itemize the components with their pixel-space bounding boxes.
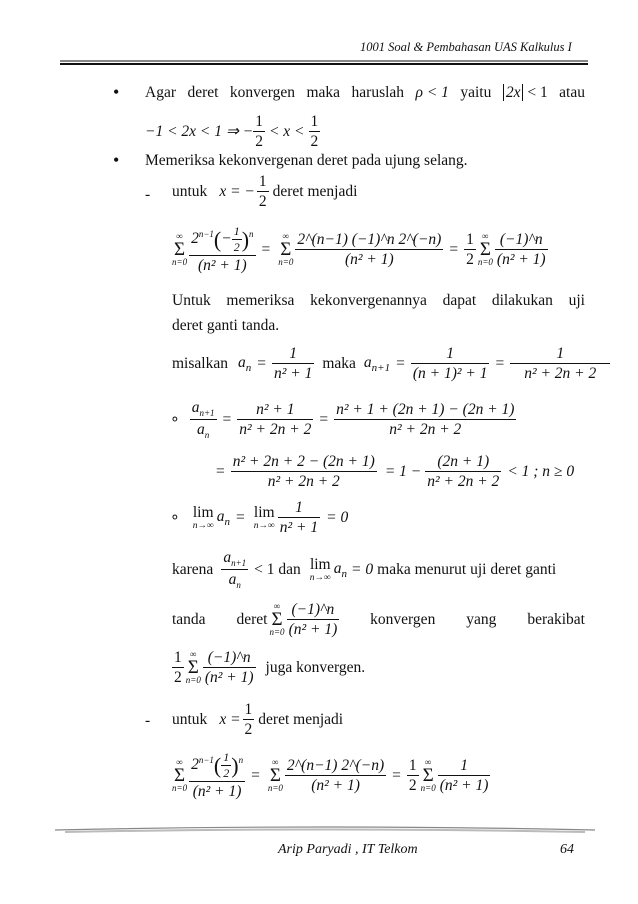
sigma-icon: ∞ Σ n=0 <box>420 757 436 794</box>
abs-inequality: 2x < 1 <box>503 84 548 102</box>
case1-heading: untuk x = − $\frac{1}{2}$ deret menjadi <box>172 173 358 211</box>
header-title: 1001 Soal & Pembahasan UAS Kalkulus I <box>360 40 572 54</box>
fraction: $\frac{a_{n+1}}{a_n}$ <box>223 549 247 591</box>
juga-line: $\frac{1}{2}$ ∞ Σ n=0 $\frac{(-1)\^{}n}{\text{(n² + 1)}}$ juga konvergen. <box>174 649 366 687</box>
page-number: 64 <box>560 842 574 857</box>
sigma-icon: ∞ Σ n=0 <box>278 231 294 268</box>
interval-inequality: −1 < 2x < 1 ⇒ − $\frac{1}{2}$ < x < $\frac{1}{2}$ <box>145 113 319 151</box>
bullet2-text: Memeriksa kekonvergenan deret pada ujung selang. <box>145 152 468 169</box>
footer-rule <box>55 822 595 836</box>
word: deret <box>187 84 219 101</box>
case2-formula: ∞ Σ n=0 $2^{n-1}$( $\frac{1}{2}$ )$^n$ (n² + 1) = ∞ Σ n=0 $\frac{2\^{}(n-1) 2\^{}(-n)}{\text{(n² + 1)}}$ = $\frac{1}{2}$ ∞ Σ n=0 $\frac{1}{\text{(n² + 1)}}$ <box>172 750 489 800</box>
fraction: $\frac{1}{\text{(n² + 1)}}$ <box>439 756 489 795</box>
fraction: $\frac{1}{2}$ <box>174 649 182 687</box>
dash: - <box>145 712 151 729</box>
sigma-icon: ∞ Σ n=0 <box>172 231 188 268</box>
fraction: $\frac{1}{2}$ <box>258 173 267 211</box>
footer-author: Arip Paryadi , IT Telkom <box>278 842 418 857</box>
fraction: $\frac{\text{n² + 2n + 2 − (2n + 1)}}{\text{n² + 2n + 2}}$ <box>232 453 375 491</box>
fraction: $\frac{(-1)\^{}n}{\text{(n² + 1)}}$ <box>204 649 254 687</box>
sigma-icon: ∞ Σ n=0 <box>185 649 201 686</box>
sigma-icon: ∞ Σ n=0 <box>269 601 285 638</box>
rho-condition: ρ < 1 <box>415 84 449 101</box>
dash: - <box>145 186 151 203</box>
fraction: $\frac{1}{2}$ <box>255 113 263 151</box>
fraction: $\frac{1}{2}$ <box>408 756 417 795</box>
case1-formula: ∞ Σ n=0 $2^{n-1}(-$ $\frac{1}{2}$ )$^n$ (n² + 1) = ∞ Σ n=0 $\frac{2\^{}(n-1) (-1)\^{}n 2\^{}(-n)}{\text{(n² + 1)}}$ = $\frac{1}{2}$ ∞ Σ n=0 $\frac{(-1)\^{}n}{\text{(n² + 1)}}$ <box>172 224 546 274</box>
fraction: $2^{n-1}$( $\frac{1}{2}$ )$^n$ (n² + 1) <box>191 750 244 800</box>
fraction: $\frac{(-1)\^{}n}{\text{(n² + 1)}}$ <box>288 601 338 639</box>
circle-bullet-icon: ∘ <box>170 411 180 429</box>
ratio-line1: ∘ $\frac{a_{n+1}}{a_n}$ = $\frac{\text{n² + 1}}{\text{n² + 2n + 2}}$ = $\frac{\text{n² + 1 + (2n + 1) − (2n + 1)}}{\text{n² + 2n + 2}}$ <box>170 399 515 441</box>
word: Agar <box>145 84 176 101</box>
fraction: $\frac{(2n + 1)}{\text{n² + 2n + 2}}$ <box>427 453 500 491</box>
fraction: $\frac{\text{n² + 1}}{\text{n² + 2n + 2}}$ <box>239 400 312 439</box>
ratio-line2: = $\frac{\text{n² + 2n + 2 − (2n + 1)}}{\text{n² + 2n + 2}}$ = 1 − $\frac{(2n + 1)}{\text{n² + 2n + 2}}$ < 1 ; n ≥ 0 <box>216 453 575 491</box>
word: yaitu <box>460 84 492 101</box>
word: atau <box>559 84 585 101</box>
fraction: $\frac{(-1)\^{}n}{\text{(n² + 1)}}$ <box>496 230 546 269</box>
fraction: $\frac{\text{n² + 1 + (2n + 1) − (2n + 1)}}{\text{n² + 2n + 2}}$ <box>336 400 515 439</box>
case2-heading: untuk x = $\frac{1}{2}$ deret menjadi <box>172 701 344 739</box>
sigma-icon: ∞ Σ n=0 <box>267 757 283 794</box>
circle-bullet-icon: ∘ <box>170 509 180 527</box>
header-rule <box>60 60 588 66</box>
karena-line: karena $\frac{a_{n+1}}{a_n}$ < 1 dan lim n→∞ $a_n$ = 0 maka menurut uji deret ganti <box>172 549 557 591</box>
fraction: $2^{n-1}(-$ $\frac{1}{2}$ )$^n$ (n² + 1) <box>191 224 254 274</box>
word: konvergen <box>229 84 296 101</box>
fraction: $\frac{1}{2}$ <box>466 230 474 269</box>
fraction: $\frac{2\^{}(n-1) (-1)\^{}n 2\^{}(-n)}{\text{(n² + 1)}}$ <box>297 230 442 269</box>
fraction: $\frac{1}{\text{n² + 2n + 2}}$ <box>510 344 610 384</box>
para1-line1: Untuk memeriksa kekonvergenannya dapat dilakukan uji <box>172 292 585 309</box>
limit-line: ∘ lim n→∞ $a_n$ = lim n→∞ $\frac{1}{\text{n² + 1}}$ = 0 <box>170 499 349 537</box>
word: maka <box>306 84 341 101</box>
fraction: $\frac{1}{2}$ <box>310 113 319 151</box>
fraction: $\frac{1}{\text{n² + 1}}$ <box>279 499 319 537</box>
tanda-line: tanda deret ∞ Σ n=0 $\frac{(-1)\^{}n}{\text{(n² + 1)}}$ konvergen yang berakibat <box>172 601 585 639</box>
fraction: $\frac{1}{\text{n² + 1}}$ <box>273 345 313 383</box>
fraction: $\frac{1}{2}$ <box>244 701 253 739</box>
fraction: $\frac{2\^{}(n-1) 2\^{}(-n)}{\text{(n² + 1)}}$ <box>286 756 385 795</box>
bullet-dot: • <box>113 150 120 170</box>
word: haruslah <box>351 84 405 101</box>
misalkan-line: misalkan $a_n$ = $\frac{1}{\text{n² + 1}}$ maka $a_{n+1}$ = $\frac{1}{\text{(n + 1)² + 1}}$ = $\frac{1}{\text{n² + 2n + 2}}$ <box>172 344 610 384</box>
fraction: $\frac{1}{\text{(n + 1)² + 1}}$ <box>412 345 488 383</box>
bullet-dot: • <box>113 82 120 102</box>
fraction: $\frac{a_{n+1}}{a_n}$ <box>191 399 215 441</box>
sigma-icon: ∞ Σ n=0 <box>172 757 188 794</box>
bullet1-line1 <box>145 84 585 102</box>
sigma-icon: ∞ Σ n=0 <box>477 231 493 268</box>
para1-line2: deret ganti tanda. <box>172 317 280 334</box>
